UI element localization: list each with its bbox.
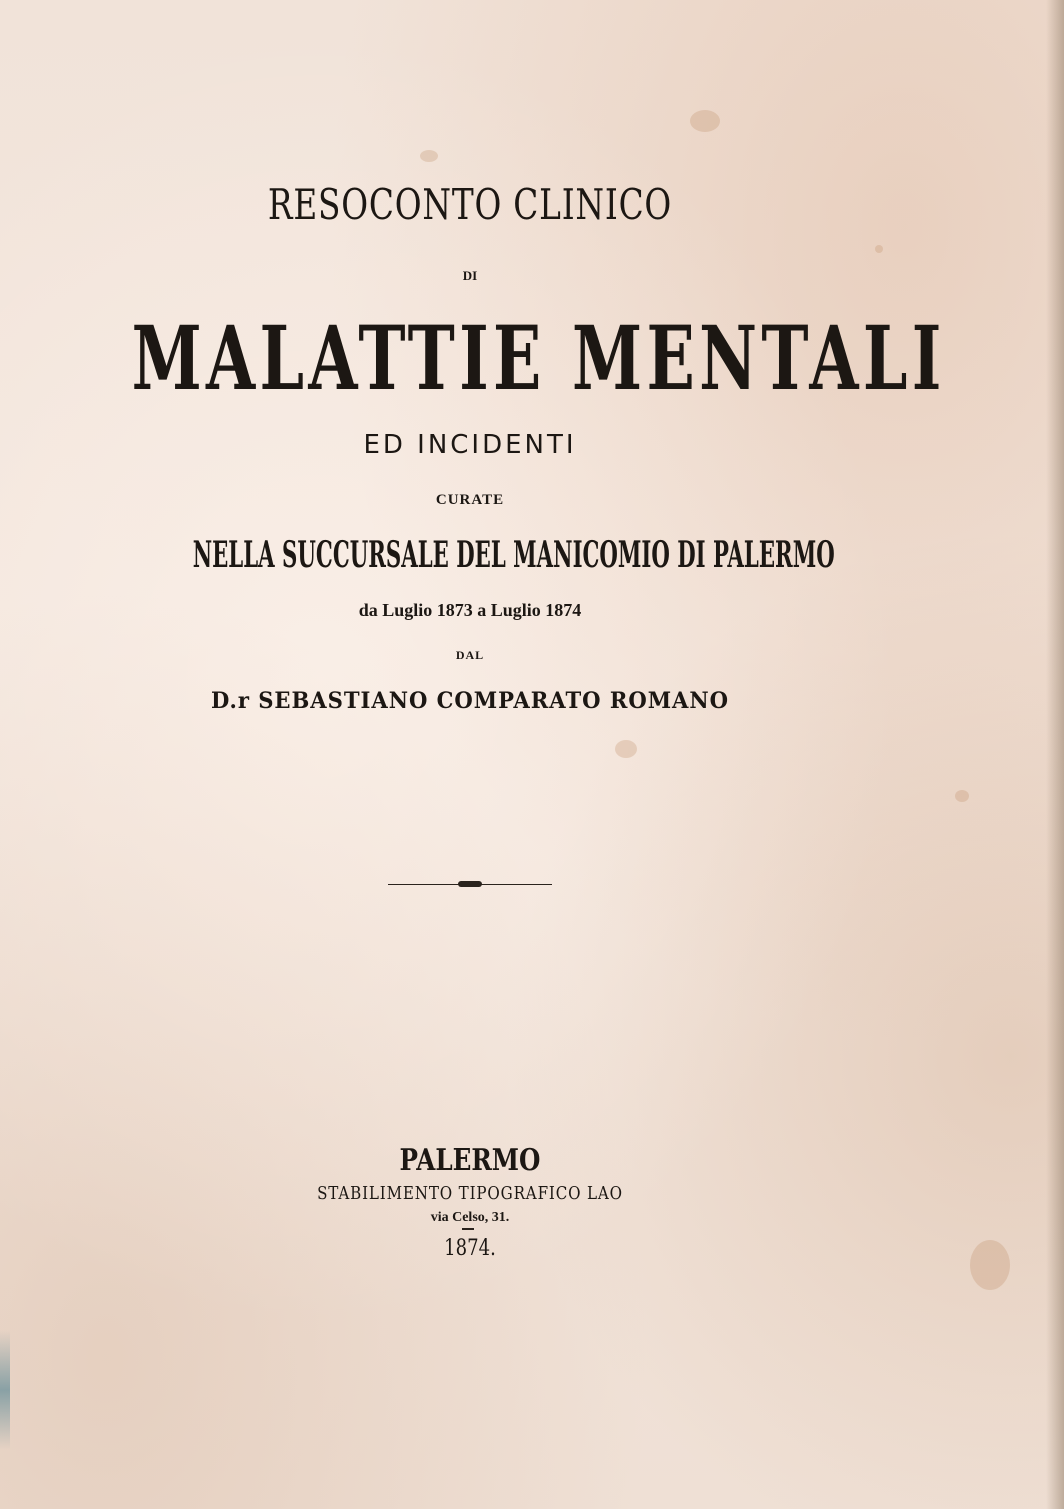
main-title: MALATTIE MENTALI	[131, 306, 946, 410]
subtitle: ED INCIDENTI	[363, 430, 577, 460]
address-rule	[462, 1228, 474, 1230]
by-label: DAL	[455, 648, 485, 662]
foxing-stain	[615, 740, 637, 758]
imprint-address: via Celso, 31.	[430, 1210, 510, 1225]
page-edge-shadow	[1046, 0, 1064, 1509]
curate-label: CURATE	[435, 492, 505, 508]
foxing-stain	[690, 110, 720, 132]
foxing-stain	[970, 1240, 1010, 1290]
divider-ornament	[458, 881, 482, 887]
page-edge-tint	[0, 1330, 10, 1450]
imprint-year: 1874.	[444, 1236, 496, 1261]
title-connector: DI	[462, 268, 478, 283]
imprint-city: PALERMO	[399, 1143, 541, 1178]
foxing-stain	[955, 790, 969, 802]
ornamental-divider	[388, 883, 552, 886]
author-name: D.r SEBASTIANO COMPARATO ROMANO	[210, 688, 730, 714]
foxing-stain	[420, 150, 438, 162]
foxing-stain	[875, 245, 883, 253]
period-line: da Luglio 1873 a Luglio 1874	[358, 600, 582, 620]
imprint-printer: STABILIMENTO TIPOGRAFICO LAO	[317, 1183, 623, 1204]
institution-line: NELLA SUCCURSALE DEL MANICOMIO DI PALERMO	[192, 534, 835, 576]
title-heading: RESOCONTO CLINICO	[267, 180, 673, 229]
